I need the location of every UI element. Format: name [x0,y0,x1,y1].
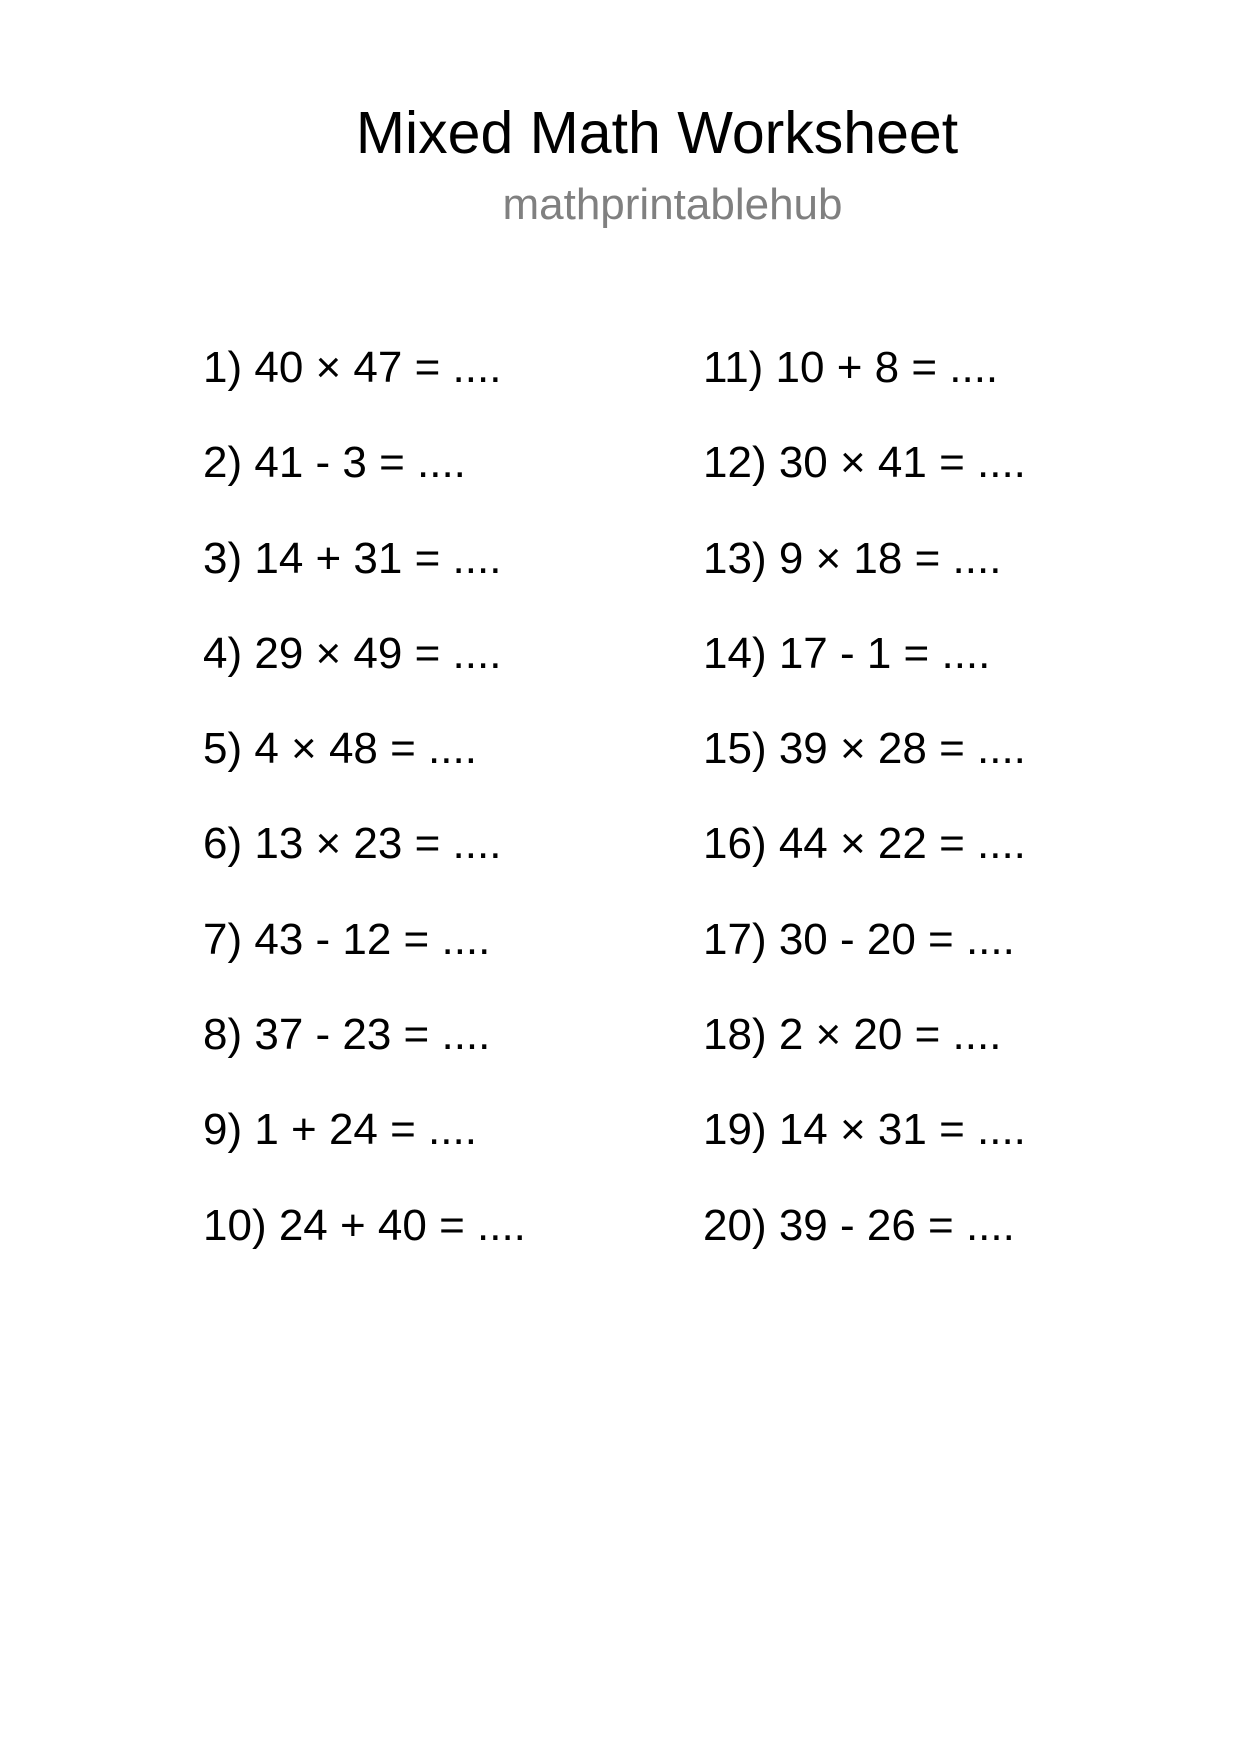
problem-item: 11) 10 + 8 = .... [703,343,999,392]
problem-item: 19) 14 × 31 = .... [703,1105,1026,1155]
problem-item: 16) 44 × 22 = .... [703,819,1026,869]
worksheet-title: Mixed Math Worksheet [355,100,959,166]
problem-item: 9) 1 + 24 = .... [203,1105,477,1155]
problem-item: 15) 39 × 28 = .... [703,724,1026,774]
problem-item: 6) 13 × 23 = .... [203,819,502,869]
problem-item: 14) 17 - 1 = .... [703,628,991,678]
problem-column-left [203,343,526,1296]
problem-column-right [703,343,1026,1296]
problem-item: 17) 30 - 20 = .... [703,914,1015,964]
problem-item: 8) 37 - 23 = .... [203,1010,491,1060]
problem-item: 12) 30 × 41 = .... [703,438,1026,488]
problem-item: 5) 4 × 48 = .... [203,724,477,774]
problem-item: 20) 39 - 26 = .... [703,1200,1015,1250]
problem-item: 3) 14 + 31 = .... [203,533,502,583]
problem-item: 13) 9 × 18 = .... [703,533,1002,583]
worksheet-subtitle: mathprintablehub [502,180,843,229]
problem-item: 1) 40 × 47 = .... [203,343,502,392]
problem-item: 18) 2 × 20 = .... [703,1010,1002,1060]
problem-item: 10) 24 + 40 = .... [203,1200,526,1250]
problem-item: 4) 29 × 49 = .... [203,628,502,678]
problem-item: 7) 43 - 12 = .... [203,914,491,964]
problem-item: 2) 41 - 3 = .... [203,438,466,488]
